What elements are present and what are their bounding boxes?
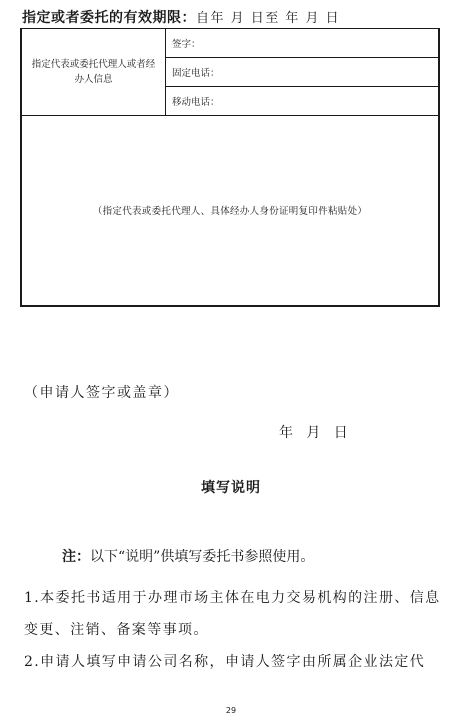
date-line: 年 月 日 [279,425,348,441]
note-text: 以下“说明”供填写委托书参照使用。 [90,549,315,565]
id-paste-note: （指定代表或委托代理人、具体经办人身份证明复印件粘贴处） [92,206,368,217]
id-copy-paste-area [22,116,438,304]
agent-info-table [20,28,440,307]
page-number: 29 [225,706,237,715]
agent-info-label: 指定代表或委托代理人或者经办人信息 [22,29,166,116]
instruction-item-1: 1.本委托书适用于办理市场主体在电力交易机构的注册、信息变更、注销、备案等事项。 [24,590,441,638]
landline-field-label: 固定电话： [172,68,220,79]
mobile-field-label: 移动电话： [172,97,220,108]
instruction-item-2: 2.申请人填写申请公司名称，申请人签字由所属企业法定代 [24,654,426,670]
signature-field[interactable] [166,29,438,58]
landline-field[interactable] [166,58,438,87]
note-label: 注： [62,549,90,565]
validity-period-value: 自年 月 日至 年 月 日 [196,11,341,26]
mobile-field[interactable] [166,87,438,116]
applicant-signature-note: （申请人签字或盖章） [24,385,179,401]
instructions-title: 填写说明 [201,480,261,496]
signature-field-label: 签字： [172,39,201,50]
validity-period-line [22,7,340,27]
instructions-note [62,546,314,566]
validity-period-label: 指定或者委托的有效期限： [22,10,196,26]
